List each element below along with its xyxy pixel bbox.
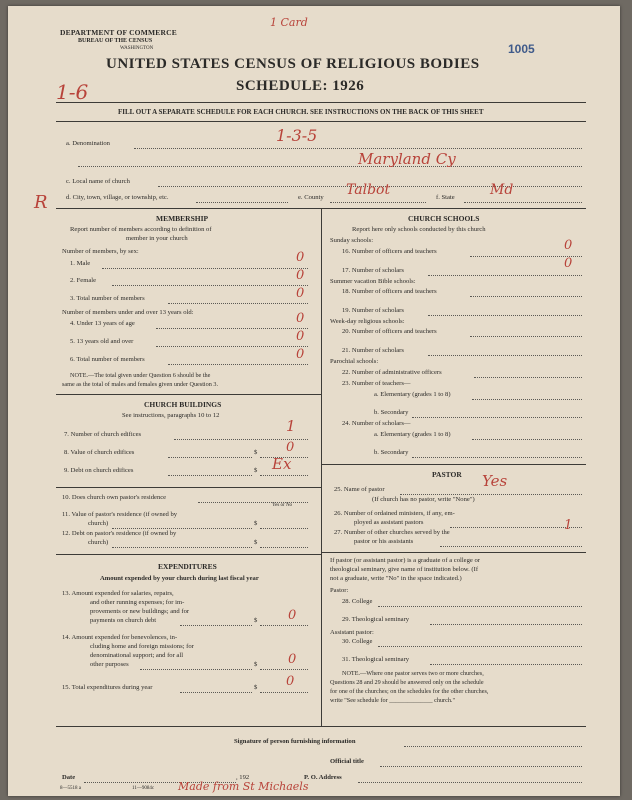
handwritten-footer-note: Made from St Michaels (178, 780, 309, 793)
q3-label: 3. Total number of members (70, 295, 145, 302)
q13-line-3: provements or new buildings; and for (90, 608, 190, 615)
q6-value: 0 (296, 347, 305, 362)
q14-line-3: denominational support; and for all (90, 652, 184, 659)
parochial-label: Parochial schools: (330, 358, 379, 365)
denomination-value: 1-3-5 (276, 126, 318, 145)
q24b-label: b. Secondary (374, 449, 409, 456)
q25-note: (If church has no pastor, write "None") (372, 496, 475, 503)
official-title-label: Official title (330, 758, 364, 765)
q13-line-1: 13. Amount expended for salaries, repairs, (62, 590, 174, 597)
buildings-heading: CHURCH BUILDINGS (144, 400, 222, 409)
q16-label: 16. Number of officers and teachers (342, 248, 437, 255)
q8-label: 8. Value of church edifices (64, 449, 135, 456)
yes-no-label: Yes or No (272, 503, 293, 508)
form-number: 8—5518 a (60, 786, 81, 791)
q29-label: 29. Theological seminary (342, 616, 410, 623)
local-name-label: c. Local name of church (66, 178, 130, 185)
print-number: 11—9084c (132, 786, 155, 791)
grad-note-3: not a graduate, write "No" in the space indicated.) (330, 575, 462, 582)
q27-value: 1 (564, 518, 573, 533)
schedule-title: SCHEDULE: 1926 (236, 78, 365, 94)
form-title: UNITED STATES CENSUS OF RELIGIOUS BODIES (106, 56, 480, 72)
q9-value: Ex (272, 455, 292, 473)
q8-value: 0 (286, 440, 295, 455)
by-sex-label: Number of members, by sex: (62, 248, 139, 255)
state-label: f. State (436, 194, 455, 201)
membership-intro-2: member in your church (126, 235, 188, 242)
q1-value: 0 (296, 250, 305, 265)
q15-value: 0 (286, 674, 295, 689)
q23a-label: a. Elementary (grades 1 to 8) (374, 391, 451, 398)
q23-label: 23. Number of teachers— (342, 380, 411, 387)
washington-label: WASHINGTON (120, 46, 154, 51)
handwritten-card-note: 1 Card (270, 16, 308, 29)
q10-label: 10. Does church own pastor's residence (62, 494, 167, 501)
membership-note-2: same as the total of males and females given under Question 3. (62, 381, 219, 388)
margin-mark: R (34, 192, 48, 213)
q14-value: 0 (288, 652, 297, 667)
q9-dollar: $ (254, 467, 258, 474)
q14-dollar: $ (254, 661, 258, 668)
summer-label: Summer vacation Bible schools: (330, 278, 416, 285)
q17-value: 0 (564, 256, 573, 271)
q23b-label: b. Secondary (374, 409, 409, 416)
bureau-label: BUREAU OF THE CENSUS (78, 38, 153, 44)
q20-label: 20. Number of officers and teachers (342, 328, 437, 335)
q17-label: 17. Number of scholars (342, 267, 404, 274)
date-year: , 192 (236, 774, 250, 781)
q4-value: 0 (296, 311, 305, 326)
q11-label-1: 11. Value of pastor's residence (if owned by (62, 511, 178, 518)
q16-value: 0 (564, 238, 573, 253)
q1-label: 1. Male (70, 260, 91, 267)
q22-label: 22. Number of administrative officers (342, 369, 442, 376)
department-label: DEPARTMENT OF COMMERCE (60, 28, 177, 37)
expenditures-sub: Amount expended by your church during last fiscal year (100, 575, 259, 582)
weekday-label: Week-day religious schools: (330, 318, 405, 325)
q6-label: 6. Total number of members (70, 356, 145, 363)
q13-line-4: payments on church debt (90, 617, 157, 624)
q24a-label: a. Elementary (grades 1 to 8) (374, 431, 451, 438)
q11-dollar: $ (254, 520, 258, 527)
q12-dollar: $ (254, 539, 258, 546)
grad-note-1: If pastor (or assistant pastor) is a graduate of a college or (330, 557, 480, 564)
q30-label: 30. College (342, 638, 373, 645)
q3-value: 0 (296, 286, 305, 301)
schools-intro: Report here only schools conducted by this church (352, 226, 486, 233)
membership-heading: MEMBERSHIP (156, 214, 209, 223)
signature-label: Signature of person furnishing information (234, 738, 356, 745)
denomination-label: a. Denomination (66, 140, 110, 147)
age-intro: Number of members under and over 13 years old: (62, 309, 194, 316)
q19-label: 19. Number of scholars (342, 307, 404, 314)
q4-label: 4. Under 13 years of age (70, 320, 135, 327)
denomination-secondary-value: Maryland Cy (358, 150, 456, 168)
pastor-note-4: write "See schedule for ______________ church." (330, 697, 455, 704)
q8-dollar: $ (254, 449, 258, 456)
q25-value: Yes (482, 472, 508, 490)
assistant-label: Assistant pastor: (330, 629, 374, 636)
q27-label-1: 27. Number of other churches served by the (334, 529, 450, 536)
expenditures-heading: EXPENDITURES (158, 562, 217, 571)
stamped-number: 1005 (508, 42, 535, 56)
q31-label: 31. Theological seminary (342, 656, 410, 663)
instruction-line: FILL OUT A SEPARATE SCHEDULE FOR EACH CHURCH. SEE INSTRUCTIONS ON THE BACK OF THIS SHEET (118, 108, 484, 116)
q28-label: 28. College (342, 598, 373, 605)
q7-label: 7. Number of church edifices (64, 431, 142, 438)
q18-label: 18. Number of officers and teachers (342, 288, 437, 295)
q5-value: 0 (296, 329, 305, 344)
buildings-sub: See instructions, paragraphs 10 to 12 (122, 412, 220, 419)
pastor-note-3: for one of the churches; on the schedules for the other churches, (330, 688, 489, 695)
q14-line-2: cluding home and foreign missions; for (90, 643, 194, 650)
handwritten-code: 1-6 (56, 80, 89, 104)
date-label: Date (62, 774, 76, 781)
q26-label-1: 26. Number of ordained ministers, if any, em- (334, 510, 455, 517)
pastor-label: Pastor: (330, 587, 349, 594)
membership-intro-1: Report number of members according to definition of (70, 226, 212, 233)
po-address-label: P. O. Address (304, 774, 342, 781)
q11-label-2: church) (88, 520, 109, 527)
q14-line-4: other purposes (90, 661, 129, 668)
q26-label-2: ployed as assistant pastors (354, 519, 424, 526)
q13-line-2: and other running expenses; for im- (90, 599, 185, 606)
membership-note-1: NOTE.—The total given under Question 6 should be the (70, 372, 211, 379)
schools-heading: CHURCH SCHOOLS (408, 214, 480, 223)
q7-value: 1 (286, 417, 296, 435)
sunday-label: Sunday schools: (330, 237, 374, 244)
q12-label-1: 12. Debt on pastor's residence (if owned by (62, 530, 177, 537)
q21-label: 21. Number of scholars (342, 347, 404, 354)
q14-line-1: 14. Amount expended for benevolences, in- (62, 634, 178, 641)
census-schedule-sheet (8, 6, 620, 796)
pastor-heading: PASTOR (432, 470, 462, 479)
q2-value: 0 (296, 268, 305, 283)
q15-label: 15. Total expenditures during year (62, 684, 153, 691)
city-label: d. City, town, village, or township, etc. (66, 194, 169, 201)
q2-label: 2. Female (70, 277, 97, 284)
pastor-note-2: Questions 28 and 29 should be answered only on the schedule (330, 679, 484, 686)
q12-label-2: church) (88, 539, 109, 546)
q15-dollar: $ (254, 684, 258, 691)
q27-label-2: pastor or his assistants (354, 538, 414, 545)
q5-label: 5. 13 years old and over (70, 338, 134, 345)
q25-label: 25. Name of pastor (334, 486, 385, 493)
pastor-note-1: NOTE.—Where one pastor serves two or more churches, (342, 670, 484, 677)
state-value: Md (490, 182, 514, 198)
grad-note-2: theological seminary, give name of institution below. (If (330, 566, 479, 573)
q24-label: 24. Number of scholars— (342, 420, 411, 427)
county-label: e. County (298, 194, 324, 201)
q13-dollar: $ (254, 617, 258, 624)
q9-label: 9. Debt on church edifices (64, 467, 134, 474)
county-value: Talbot (346, 182, 391, 198)
q13-value: 0 (288, 608, 297, 623)
